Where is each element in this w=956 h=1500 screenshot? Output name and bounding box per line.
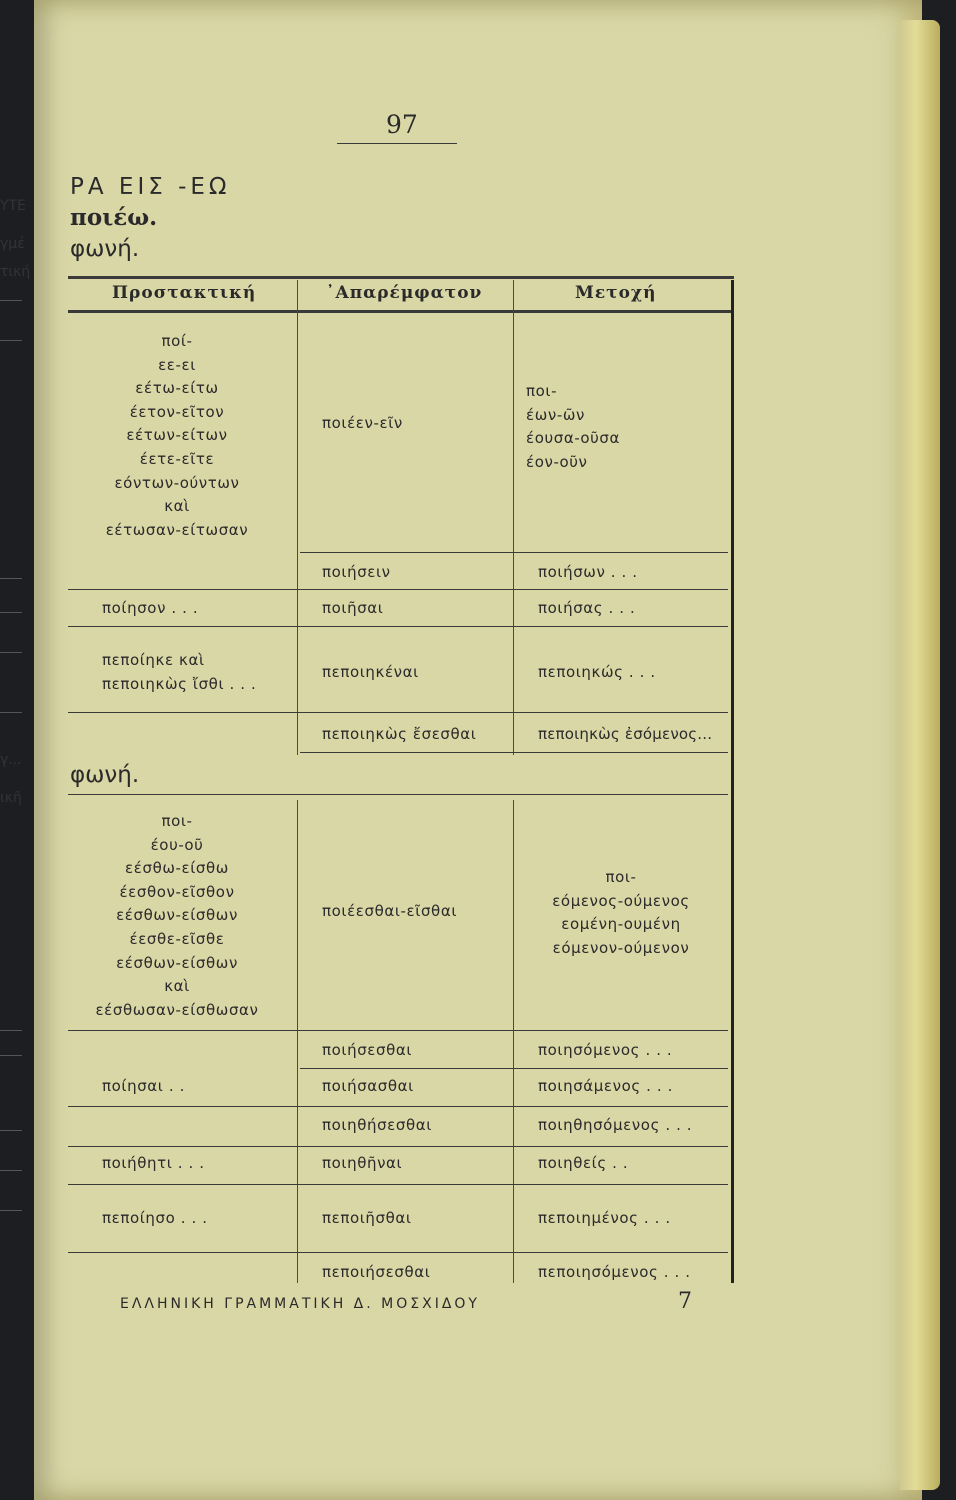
passive-participle-future: ποιηθησόμενος . . . <box>538 1116 693 1134</box>
middle-imperative-perfect: πεποίησο . . . <box>102 1209 208 1227</box>
active-participle-present: ποι- έων-ῶν έουσα-οῦσα έον-οῦν <box>526 382 621 471</box>
middle-infinitive-present: ποιέεσθαι-εῖσθαι <box>322 902 457 920</box>
passive-infinitive-future: ποιηθήσεσθαι <box>322 1116 432 1134</box>
middle-participle-present: ποι- εόμενος-ούμενος εομένη-ουμένη εόμενον-ούμενον <box>552 868 690 957</box>
active-infinitive-perfect: πεποιηκέναι <box>322 663 419 681</box>
active-infinitive-future: ποιήσειν <box>322 563 391 581</box>
voice-label-active: φωνή. <box>70 236 140 262</box>
verb-title: ποιέω. <box>70 204 158 231</box>
page-number-rule <box>337 143 457 144</box>
active-participle-future: ποιήσων . . . <box>538 563 638 581</box>
page-edge <box>900 20 940 1490</box>
margin-fragment: ικῆ <box>0 790 22 806</box>
middle-infinitive-future: ποιήσεσθαι <box>322 1041 413 1059</box>
middle-imperative-aorist: ποίησαι . . <box>102 1077 185 1095</box>
middle-infinitive-future-perfect: πεποιήσεσθαι <box>322 1263 431 1281</box>
voice-label-middle: φωνή. <box>70 762 140 788</box>
footer-title: ΕΛΛΗΝΙΚΗ ΓΡΑΜΜΑΤΙΚΗ Δ. ΜΟΣΧΙΔΟΥ <box>120 1296 480 1312</box>
passive-infinitive-aorist: ποιηθῆναι <box>322 1154 403 1172</box>
active-infinitive-future-perfect: πεποιηκὼς ἔσεσθαι <box>322 725 477 743</box>
active-participle-aorist: ποιήσας . . . <box>538 599 636 617</box>
middle-infinitive-perfect: πεποιῆσθαι <box>322 1209 412 1227</box>
middle-participle-future: ποιησόμενος . . . <box>538 1041 673 1059</box>
active-imperative-present: ποί- εε-ει εέτω-είτω έετον-εῖτον εέτων-είτων έετε-εῖτε εόντων-ούντων καὶ εέτωσαν-είτωσαν <box>105 332 249 539</box>
active-imperative-perfect: πεποίηκε καὶ πεποιηκὼς ἴσθι . . . <box>102 651 257 693</box>
footer-signature: 7 <box>678 1289 692 1314</box>
margin-fragment: γ... <box>0 752 22 768</box>
middle-infinitive-aorist: ποιήσασθαι <box>322 1077 414 1095</box>
header-imperative: Προστακτική <box>112 283 257 303</box>
middle-participle-aorist: ποιησάμενος . . . <box>538 1077 674 1095</box>
active-infinitive-aorist: ποιῆσαι <box>322 599 384 617</box>
margin-fragment: γμέ <box>0 236 25 252</box>
active-imperative-aorist: ποίησον . . . <box>102 599 199 617</box>
book-page <box>34 0 922 1500</box>
middle-participle-future-perfect: πεποιησόμενος . . . <box>538 1263 691 1281</box>
passive-imperative-aorist: ποιήθητι . . . <box>102 1154 205 1172</box>
passive-participle-aorist: ποιηθείς . . <box>538 1154 629 1172</box>
active-participle-future-perfect: πεποιηκὼς ἐσόμενος... <box>538 725 713 743</box>
middle-imperative-present: ποι- έου-οῦ εέσθω-είσθω έεσθον-εῖσθον εέσθων-είσθων έεσθε-εῖσθε εέσθων-είσθων καὶ εέσθωσαν-είσθωσαν <box>95 812 259 1019</box>
middle-participle-perfect: πεποιημένος . . . <box>538 1209 671 1227</box>
margin-fragment: τική <box>0 264 31 280</box>
header-infinitive: ᾿Απαρέμφατον <box>326 283 483 303</box>
margin-fragment: ΥΤΕ <box>0 198 26 214</box>
page-number: 97 <box>386 110 418 139</box>
active-infinitive-present: ποιέεν-εῖν <box>322 414 403 432</box>
header-participle: Μετοχή <box>575 283 657 303</box>
section-heading: ΡΑ ΕΙΣ -ΕΩ <box>70 174 231 200</box>
active-participle-perfect: πεποιηκώς . . . <box>538 663 656 681</box>
